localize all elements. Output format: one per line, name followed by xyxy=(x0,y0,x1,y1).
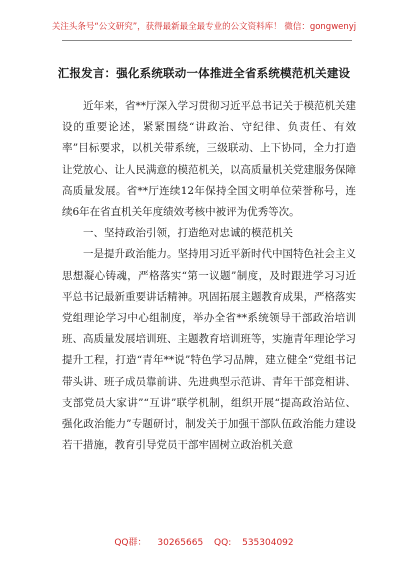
header-divider xyxy=(62,40,352,41)
section-heading: 一、坚持政治引领，打造绝对忠诚的模范机关 xyxy=(83,227,293,240)
intro-paragraph: 近年来，省**厅深入学习贯彻习近平总书记关于模范机关建设的重要论述，紧紧围绕“讲政治、守纪律、负责任、有效率”目标要求，以机关带系统，三级联动、上下协同，全力打造让党放心、让人民满意的模范机关，以高质量机关党建服务保障高质量发展。省**厅连续12年保持全国文明单位荣誉称号，连续6年在省直机关年度绩效考核中被评为优秀等次。 xyxy=(62,100,356,219)
document-title: 汇报发言：强化系统联动一体推进全省系统模范机关建设 xyxy=(57,66,351,80)
promo-banner: 关注头条号“公文研究”，获得最新最全最专业的公文资料库！ 微信：gongwenyj xyxy=(51,22,357,32)
contact-footer: QQ群： 30265665 QQ: 535304092 xyxy=(114,538,294,548)
document-body xyxy=(62,96,356,456)
section-paragraph: 一是提升政治能力。坚持用习近平新时代中国特色社会主义思想凝心铸魂，严格落实“第一议题”制度，及时跟进学习习近平总书记最新重要讲话精神。巩固拓展主题教育成果，严格落实党组理论学习中心组制度，举办全省**系统领导干部政治培训班、高质量发展培训班、主题教育培训班等，实施青年理论学习提升工程，打造“青年**说”特色学习品牌，建立健全“党组书记带头讲、班子成员靠前讲、先进典型示范讲、青年干部竞相讲、支部党员大家讲”“互讲”联学机制，组织开展“提高政治站位、强化政治能力”专题研讨，制发关于加强干部队伍政治能力建设若干措施，教育引导党员干部牢固树立政治机关意 xyxy=(62,248,356,452)
